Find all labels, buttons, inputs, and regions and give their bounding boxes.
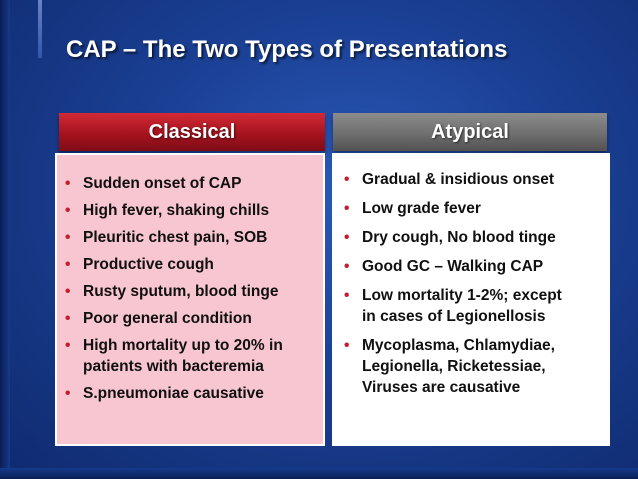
- atypical-item-line: Legionella, Ricketessiae,: [362, 358, 546, 375]
- classical-item: [65, 335, 315, 377]
- atypical-panel: [332, 153, 610, 446]
- atypical-item-line: Low grade fever: [362, 200, 481, 217]
- bullet-icon: •: [344, 337, 350, 354]
- classical-item-text: [83, 254, 315, 275]
- classical-item-text: [83, 173, 315, 194]
- atypical-item: [344, 285, 600, 327]
- classical-item: [65, 227, 315, 248]
- bullet-icon: •: [65, 310, 71, 327]
- bullet-icon: •: [344, 229, 350, 246]
- bullet-icon: •: [65, 337, 71, 354]
- classical-item-text: [83, 200, 315, 221]
- bullet-icon: •: [65, 202, 71, 219]
- bullet-icon: •: [344, 258, 350, 275]
- bullet-icon: •: [344, 171, 350, 188]
- atypical-item: [344, 335, 600, 398]
- atypical-item-text: [362, 227, 600, 248]
- classical-item-line: Rusty sputum, blood tinge: [83, 283, 279, 300]
- decorative-stripe: [38, 0, 42, 58]
- bullet-icon: •: [344, 200, 350, 217]
- bullet-icon: •: [344, 287, 350, 304]
- bottom-border: [0, 468, 638, 479]
- atypical-header: Atypical: [333, 113, 607, 151]
- bullet-icon: •: [65, 385, 71, 402]
- classical-list: [57, 155, 323, 404]
- classical-item-line: Pleuritic chest pain, SOB: [83, 229, 268, 246]
- atypical-item-text: [362, 256, 600, 277]
- atypical-item: [344, 256, 600, 277]
- bullet-icon: •: [65, 175, 71, 192]
- atypical-item-text: [362, 169, 600, 190]
- classical-item: [65, 200, 315, 221]
- classical-header: Classical: [59, 113, 325, 151]
- bullet-icon: •: [65, 229, 71, 246]
- atypical-item: [344, 198, 600, 219]
- atypical-item: [344, 169, 600, 190]
- classical-item: [65, 308, 315, 329]
- atypical-item-line: Gradual & insidious onset: [362, 171, 555, 188]
- atypical-item-text: [362, 198, 600, 219]
- atypical-item-text: [362, 285, 600, 327]
- classical-item-text: [83, 308, 315, 329]
- classical-item-text: [83, 383, 315, 404]
- classical-item-line: Sudden onset of CAP: [83, 175, 242, 192]
- bullet-icon: •: [65, 283, 71, 300]
- classical-item: [65, 281, 315, 302]
- classical-item-line: patients with bacteremia: [83, 358, 264, 375]
- classical-item: [65, 383, 315, 404]
- classical-panel: [55, 153, 325, 446]
- atypical-item: [344, 227, 600, 248]
- classical-item: [65, 173, 315, 194]
- bullet-icon: •: [65, 256, 71, 273]
- slide-title: CAP – The Two Types of Presentations: [66, 36, 508, 63]
- atypical-item-line: Good GC – Walking CAP: [362, 258, 544, 275]
- classical-item: [65, 254, 315, 275]
- classical-item-line: S.pneumoniae causative: [83, 385, 264, 402]
- left-border: [0, 0, 10, 479]
- atypical-list: [334, 155, 608, 398]
- atypical-item-line: in cases of Legionellosis: [362, 308, 546, 325]
- classical-item-text: [83, 281, 315, 302]
- atypical-item-line: Mycoplasma, Chlamydiae,: [362, 337, 555, 354]
- atypical-item-line: Dry cough, No blood tinge: [362, 229, 556, 246]
- classical-item-text: [83, 335, 315, 377]
- classical-item-line: Poor general condition: [83, 310, 252, 327]
- classical-item-line: High fever, shaking chills: [83, 202, 270, 219]
- classical-item-line: High mortality up to 20% in: [83, 337, 283, 354]
- atypical-item-line: Viruses are causative: [362, 379, 521, 396]
- classical-item-text: [83, 227, 315, 248]
- classical-item-line: Productive cough: [83, 256, 214, 273]
- atypical-item-text: [362, 335, 600, 398]
- atypical-item-line: Low mortality 1-2%; except: [362, 287, 562, 304]
